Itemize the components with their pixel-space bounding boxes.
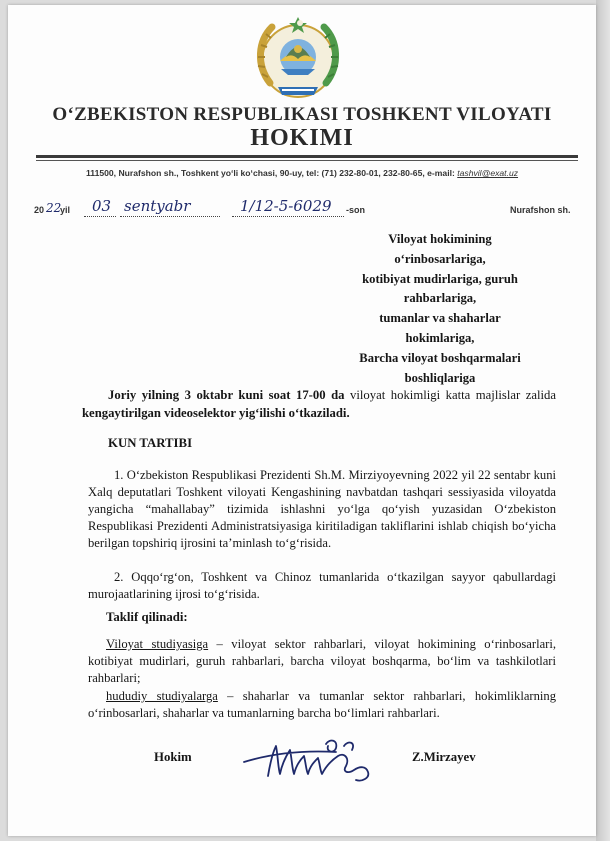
addressee-line: kotibiyat mudirlariga, guruh <box>362 271 518 286</box>
year-prefix: 20 <box>34 205 45 215</box>
address-text: 111500, Nurafshon sh., Toshkent yo‘li ko‘chasi, 90-uy, tel: (71) 232-80-01, 232-80-65, e-mail: <box>85 168 458 178</box>
year-suffix: yil <box>60 205 71 215</box>
invite-2-lead: hududiy studiyalarga <box>106 689 218 703</box>
state-emblem-icon <box>248 13 348 105</box>
month-field-line <box>120 216 220 217</box>
header-divider-thick <box>36 155 578 158</box>
invite-1-lead: Viloyat studiyasiga <box>106 637 209 651</box>
invited-heading: Taklif qilinadi: <box>106 610 188 624</box>
number-handwritten: 1/12-5-6029 <box>240 197 332 215</box>
addressee-line: Barcha viloyat boshqarmalari <box>359 350 521 365</box>
number-field-line <box>232 216 344 217</box>
number-suffix: -son <box>346 205 365 215</box>
invite-viloyat-studio <box>88 636 556 687</box>
addressee-line: boshliqlariga <box>404 370 476 385</box>
handwritten-signature-icon <box>240 736 390 786</box>
intro-paragraph <box>82 386 556 422</box>
intro-date-time: Joriy yilning 3 oktabr kuni soat 17-00 da <box>108 388 345 402</box>
invite-2-text: – shaharlar va tumanlar sektor rahbarlari, hokimliklarning o‘rinbosarlari, shaharlar va tumanlarning barcha bo‘limlari rahbarlari. <box>88 689 557 720</box>
address-line <box>8 168 596 178</box>
addressee-line: o‘rinbosarlariga, <box>394 251 486 266</box>
year-handwritten: 22 <box>46 201 62 215</box>
addressee-line: tumanlar va shaharlar <box>379 311 501 326</box>
header-divider-thin <box>36 160 578 161</box>
agenda-item-2: 2. Oqqo‘rg‘on, Toshkent va Chinoz tumanlarida o‘tkazilgan sayyor qabullardagi murojaatlarining ijrosi to‘g‘risida. <box>88 570 556 601</box>
signer-name: Z.Mirzayev <box>412 750 476 764</box>
intro-place: viloyat hokimligi katta majlislar zalida <box>344 388 556 402</box>
document-page <box>8 5 596 836</box>
page-edge-shadow <box>596 0 610 841</box>
place-name: Nurafshon sh. <box>510 205 571 215</box>
month-handwritten: sentyabr <box>124 197 191 215</box>
intro-event: kengaytirilgan videoselektor yig‘ilishi o‘tkaziladi. <box>82 406 350 420</box>
day-handwritten: 03 <box>92 197 112 215</box>
email-link[interactable]: tashvil@exat.uz <box>457 168 519 178</box>
addressee-line: Viloyat hokimining <box>388 232 492 246</box>
signer-position: Hokim <box>154 750 192 764</box>
republic-line: O‘ZBEKISTON RESPUBLIKASI TOSHKENT VILOYATI <box>52 104 552 125</box>
office-title: HOKIMI <box>250 125 354 151</box>
invite-1-text: – viloyat sektor rahbarlari, viloyat hokimining o‘rinbosarlari, kotibiyat mudirlari, guruh rahbarlari, barcha viloyat boshqarma, bo‘lim va tashkilotlari rahbarlari; <box>88 637 557 685</box>
addressee-line: hokimlariga, <box>405 330 475 345</box>
invite-regional-studio <box>88 688 556 722</box>
addressee-block <box>340 230 540 388</box>
day-field-line <box>84 216 116 217</box>
agenda-heading: KUN TARTIBI <box>108 436 193 450</box>
addressee-line: rahbarlariga, <box>403 291 477 306</box>
reference-line <box>32 199 582 223</box>
agenda-item-1: 1. O‘zbekiston Respublikasi Prezidenti Sh.M. Mirziyoyevning 2022 yil 22 sentabr kuni Xalq deputatlari Toshkent viloyati Kengashining navbatdan tashqari sessiyasida viloyatda yangicha “mahallabay” tizimida ishlashni yo‘lga qo‘yish yuzasidan O‘zbekiston Respublikasi Prezidenti Administratsiyasiga kiritiladigan takliflarini ishlab chiqish bo‘yicha berilgan topshiriq ijrosini ta’minlash to‘g‘risida. <box>88 468 556 550</box>
